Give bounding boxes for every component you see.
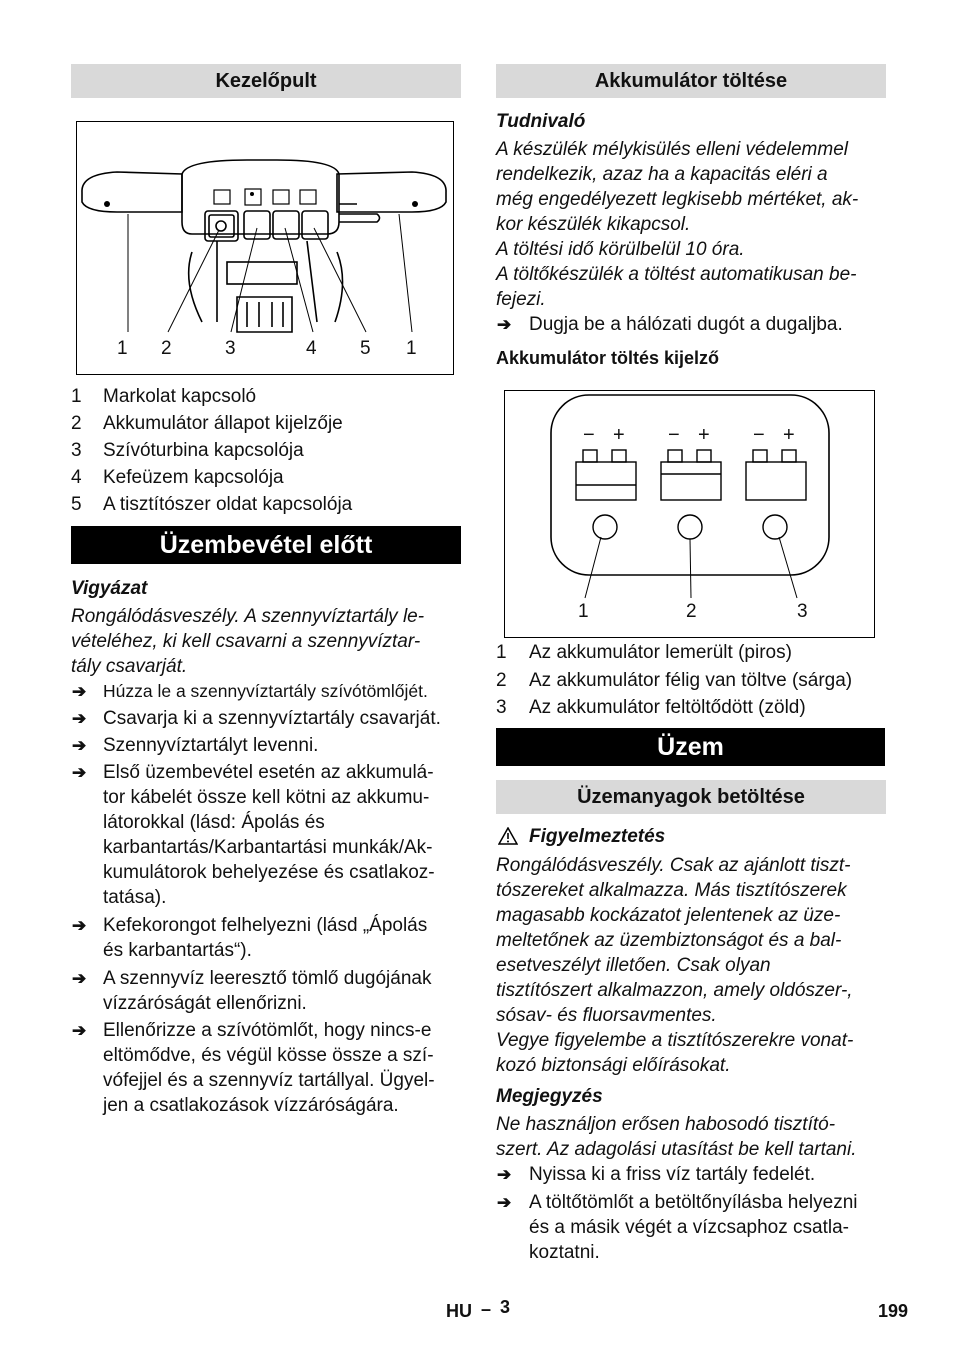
caution-label: Vigyázat: [71, 578, 148, 599]
step-line: és karbantartás“).: [103, 940, 252, 961]
callout-1b: 1: [406, 338, 417, 359]
warning-line: Rongálódásveszély. Csak az ajánlott tiszt-: [496, 855, 851, 876]
callout-1: 1: [117, 338, 128, 359]
callout-2: 2: [161, 338, 172, 359]
warning-line: magasabb kockázatot jelentenek az üze-: [496, 905, 841, 926]
header-text: Akkumulátor töltése: [594, 69, 788, 92]
step-line: és a másik végét a vízcsaphoz csatla-: [529, 1217, 849, 1238]
plus-sign: +: [783, 424, 795, 446]
section-header-uzemanyagok: [496, 780, 886, 814]
arrow-right-icon: ➔: [72, 969, 87, 988]
step-line: vízzáróságát ellenőrizni.: [103, 993, 307, 1014]
step-line: tor kábelét össze kell kötni az akkumu-: [103, 787, 430, 808]
legend-text: Markolat kapcsoló: [103, 386, 257, 407]
warning-label: Figyelmeztetés: [529, 826, 666, 847]
note-line: még engedélyezett legkisebb mértéket, ak-: [496, 189, 859, 210]
callout-3: 3: [225, 338, 236, 359]
legend-text: Az akkumulátor félig van töltve (sárga): [529, 670, 853, 691]
arrow-right-icon: ➔: [72, 763, 87, 782]
legend-text: Az akkumulátor feltöltődött (zöld): [529, 697, 806, 718]
section-title-text: Üzembevétel előtt: [159, 530, 373, 559]
legend-number: 2: [496, 670, 507, 691]
section-header-kezelopult: [71, 64, 461, 98]
step-line: koztatni.: [529, 1242, 600, 1263]
step-line: Dugja be a hálózati dugót a dugaljba.: [529, 314, 843, 335]
legend-text: Akkumulátor állapot kijelzője: [103, 413, 343, 434]
legend-number: 2: [71, 413, 82, 434]
section-title-text: Üzem: [657, 732, 724, 761]
callout-4: 4: [306, 338, 317, 359]
legend-text: Kefeüzem kapcsolója: [103, 467, 284, 488]
warning-line: Vegye figyelembe a tisztítószerekre vonat-: [496, 1030, 854, 1051]
section-title-uzem: [496, 728, 885, 766]
subheading: Akkumulátor töltés kijelző: [496, 348, 720, 368]
note-line: A készülék mélykisülés elleni védelemmel: [496, 139, 848, 160]
legend-text: Az akkumulátor lemerült (piros): [529, 642, 792, 663]
step-line: Első üzembevétel esetén az akkumulá-: [103, 762, 434, 783]
step-line: Nyissa ki a friss víz tartály fedelét.: [529, 1164, 816, 1185]
section-header-akkumulator: [496, 64, 886, 98]
legend-number: 4: [71, 467, 82, 488]
step-line: Ellenőrizze a szívótömlőt, hogy nincs-e: [103, 1020, 432, 1041]
caution-line: Rongálódásveszély. A szennyvíztartály le-: [71, 606, 425, 627]
footer-dash: –: [481, 1299, 492, 1319]
note-line: A töltőkészülék a töltést automatikusan be-: [496, 264, 857, 285]
page-number: 199: [878, 1301, 909, 1321]
legend-text: Szívóturbina kapcsolója: [103, 440, 304, 461]
arrow-right-icon: ➔: [72, 736, 87, 755]
minus-sign: −: [583, 424, 595, 446]
plus-sign: +: [613, 424, 625, 446]
note-line: A töltési idő körülbelül 10 óra.: [496, 239, 745, 260]
arrow-right-icon: ➔: [72, 1021, 87, 1040]
step-line: kumulátorok behelyezése és csatlakoz-: [103, 862, 435, 883]
caution-line: vételéhez, ki kell csavarni a szennyvíztar-: [71, 631, 421, 652]
arrow-right-icon: ➔: [497, 1193, 512, 1212]
plus-sign: +: [698, 424, 710, 446]
legend-number: 1: [71, 386, 82, 407]
warning-line: meltetőnek az üzembiztonságot és a bal-: [496, 930, 842, 951]
minus-sign: −: [753, 424, 765, 446]
step-line: A töltőtömlőt a betöltőnyílásba helyezni: [529, 1192, 858, 1213]
legend-number: 1: [496, 642, 507, 663]
caution-line: tály csavarját.: [71, 656, 188, 677]
remark-line: Ne használjon erősen habosodó tisztító-: [496, 1114, 836, 1135]
arrow-right-icon: ➔: [72, 682, 87, 701]
step-line: tatása).: [103, 887, 167, 908]
legend-text: A tisztítószer oldat kapcsolója: [103, 494, 353, 515]
step-line: eltömődve, és végül kösse össze a szí-: [103, 1045, 434, 1066]
step-line: jen a csatlakozások vízzáróságára.: [103, 1095, 399, 1116]
battery-indicator-figure: [504, 390, 875, 638]
step-line: A szennyvíz leeresztő tömlő dugójának: [103, 968, 432, 989]
step-line: Húzza le a szennyvíztartály szívótömlőjét.: [103, 681, 428, 701]
warning-line: esetveszélyt illetően. Csak olyan: [496, 955, 771, 976]
minus-sign: −: [668, 424, 680, 446]
warning-line: kozó biztonsági előírásokat.: [496, 1055, 731, 1076]
footer-section-page: 3: [500, 1297, 511, 1317]
callout-1: 1: [578, 601, 589, 622]
control-panel-drawing: [77, 122, 453, 374]
arrow-right-icon: ➔: [72, 916, 87, 935]
step-line: Kefekorongot felhelyezni (lásd „Ápolás: [103, 915, 428, 936]
warning-line: tószereket alkalmazza. Más tisztítószerek: [496, 880, 847, 901]
note-line: rendelkezik, azaz ha a kapacitás eléri a: [496, 164, 828, 185]
legend-number: 3: [71, 440, 82, 461]
control-panel-figure: [76, 121, 454, 375]
section-title-uzembevetel: [71, 526, 461, 564]
header-text: Üzemanyagok betöltése: [577, 785, 805, 808]
callout-3: 3: [797, 601, 808, 622]
step-line: látorokkal (lásd: Ápolás és: [103, 812, 325, 833]
warning-line: tisztítószert alkalmazzon, amely oldószer-,: [496, 980, 853, 1001]
footer-lang: HU: [446, 1301, 472, 1321]
warning-triangle-icon: [498, 827, 518, 845]
note-line: kor készülék kikapcsol.: [496, 214, 691, 235]
remark-label: Megjegyzés: [496, 1086, 603, 1107]
arrow-right-icon: ➔: [72, 709, 87, 728]
remark-line: szert. Az adagolási utasítást be kell tartani.: [496, 1139, 857, 1160]
note-label: Tudnivaló: [496, 111, 586, 132]
arrow-right-icon: ➔: [497, 315, 512, 334]
step-line: Csavarja ki a szennyvíztartály csavarját.: [103, 708, 441, 729]
warning-line: sósav- és fluorsavmentes.: [496, 1005, 717, 1026]
callout-2: 2: [686, 601, 697, 622]
legend-number: 5: [71, 494, 82, 515]
step-line: vófejjel és a szennyvíz tartállyal. Ügyel-: [103, 1070, 435, 1091]
header-text: Kezelőpult: [215, 69, 317, 92]
note-line: fejezi.: [496, 289, 546, 310]
step-line: karbantartás/Karbantartási munkák/Ak-: [103, 837, 433, 858]
step-line: Szennyvíztartályt levenni.: [103, 735, 319, 756]
legend-number: 3: [496, 697, 507, 718]
callout-5: 5: [360, 338, 371, 359]
arrow-right-icon: ➔: [497, 1165, 512, 1184]
